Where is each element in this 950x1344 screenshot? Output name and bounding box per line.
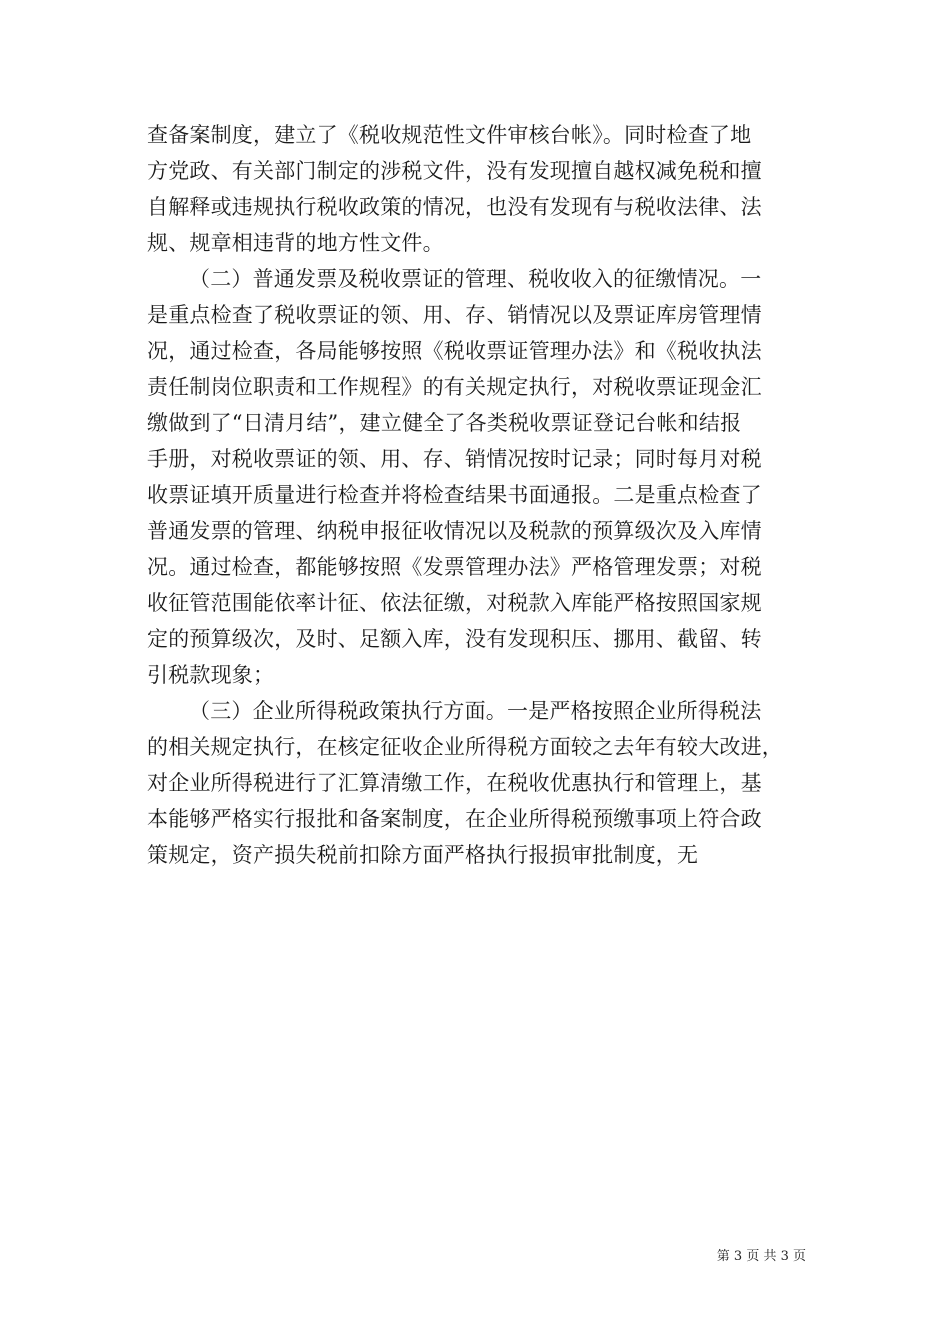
page-number: 第 3 页 共 3 页	[716, 1249, 806, 1264]
text-line: 定的预算级次，及时、足额入库，没有发现积压、挪用、截留、转	[147, 627, 762, 651]
text-line: （三）企业所得税政策执行方面。一是严格按照企业所得税法	[189, 699, 762, 723]
text-line: 是重点检查了税收票证的领、用、存、销情况以及票证库房管理情	[147, 303, 762, 327]
text-line: 本能够严格实行报批和备案制度，在企业所得税预缴事项上符合政	[147, 807, 762, 831]
text-line: 况，通过检查，各局能够按照《税收票证管理办法》和《税收执法	[147, 339, 762, 363]
paragraph-1	[147, 117, 810, 261]
document-body	[147, 117, 810, 873]
text-line: 方党政、有关部门制定的涉税文件，没有发现擅自越权减免税和擅	[147, 159, 762, 183]
text-line: 收征管范围能依率计征、依法征缴，对税款入库能严格按照国家规	[147, 591, 762, 615]
text-line: 况。通过检查，都能够按照《发票管理办法》严格管理发票；对税	[147, 555, 762, 579]
text-line: 普通发票的管理、纳税申报征收情况以及税款的预算级次及入库情	[147, 519, 762, 543]
text-line: 引税款现象；	[147, 663, 275, 687]
text-line: 手册，对税收票证的领、用、存、销情况按时记录；同时每月对税	[147, 447, 762, 471]
text-line: 的相关规定执行，在核定征收企业所得税方面较之去年有较大改进，	[147, 735, 783, 759]
text-line: 对企业所得税进行了汇算清缴工作，在税收优惠执行和管理上，基	[147, 771, 762, 795]
text-line: 规、规章相违背的地方性文件。	[147, 231, 444, 255]
text-line: （二）普通发票及税收票证的管理、税收收入的征缴情况。一	[189, 267, 762, 291]
text-line: 责任制岗位职责和工作规程》的有关规定执行，对税收票证现金汇	[147, 375, 762, 399]
text-line: 缴做到了“日清月结”，建立健全了各类税收票证登记台帐和结报	[147, 411, 742, 435]
paragraph-2	[147, 261, 810, 693]
text-line: 自解释或违规执行税收政策的情况，也没有发现有与税收法律、法	[147, 195, 762, 219]
text-line: 收票证填开质量进行检查并将检查结果书面通报。二是重点检查了	[147, 483, 762, 507]
text-line: 查备案制度，建立了《税收规范性文件审核台帐》。同时检查了地	[147, 123, 752, 147]
text-line: 策规定，资产损失税前扣除方面严格执行报损审批制度，无	[147, 843, 699, 867]
paragraph-3	[147, 693, 810, 873]
